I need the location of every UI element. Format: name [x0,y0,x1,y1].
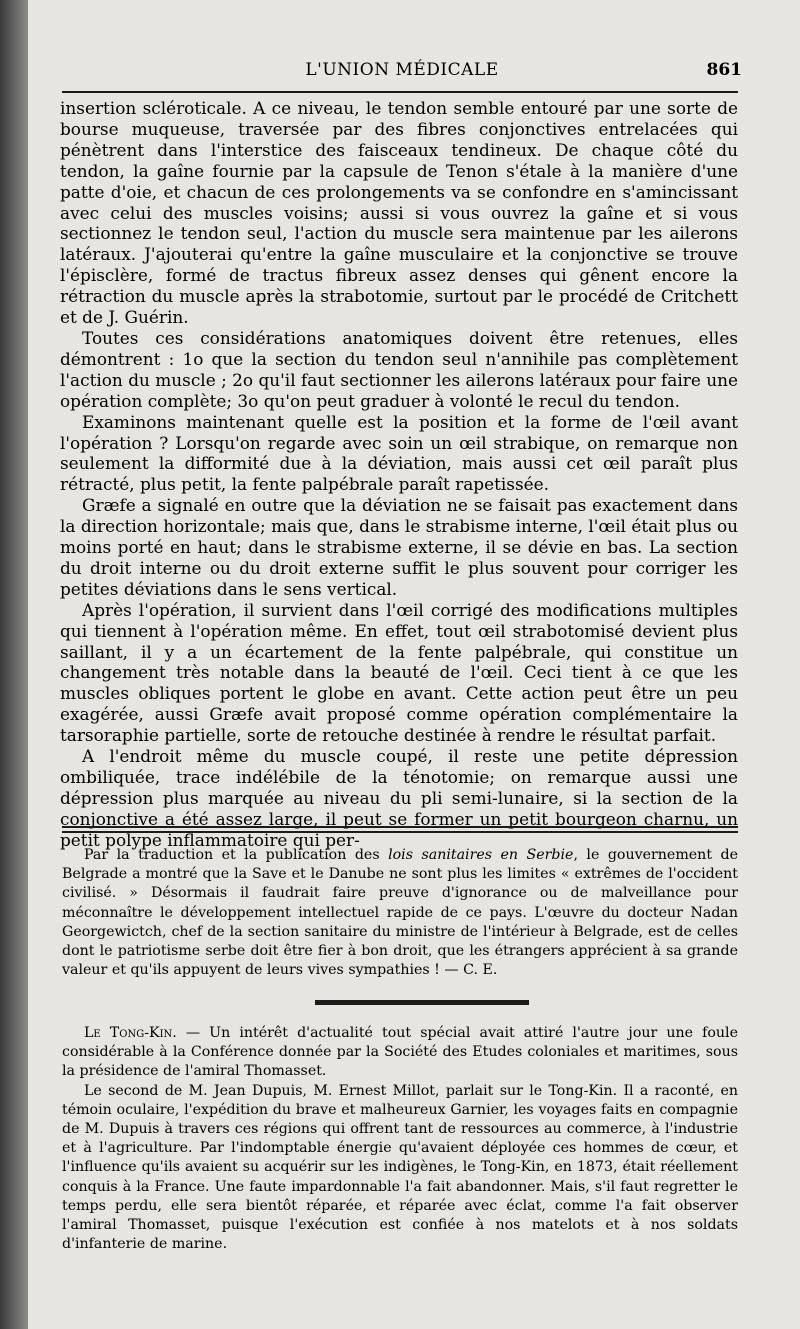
paragraph: Græfe a signalé en outre que la déviation ne se faisait pas exactement dans la direction horizontale; mais que, dans le strabisme interne, l'œil était plus ou moins porté en haut; dans le strabisme externe, il se dévie en bas. La section du droit interne ou du droit externe suffit le plus souvent pour corriger les petites déviations dans le sens vertical. [60,495,738,599]
note-italic-title: lois sanitaires en Serbie [388,847,574,863]
page-header [62,58,742,86]
header-rule [62,91,738,93]
section-divider-rule [62,826,738,828]
section-heading: Le Tong-Kin. [84,1025,177,1041]
paragraph: Examinons maintenant quelle est la position et la forme de l'œil avant l'opération ? Lorsqu'on regarde avec soin un œil strabique, on remarque non seulement la difformité due à la déviation, mais aussi cet œil paraît plus rétracté, plus petit, la fente palpébrale paraît rapetissée. [60,411,738,495]
main-text [60,98,738,851]
news-notes [62,846,738,980]
note-text: — Un intérêt d'actualité tout spécial avait attiré l'autre jour une foule considérable à la Conférence donnée par la Société des Etudes coloniales et maritimes, sous la présidence de l'amiral Thomasset. [62,1025,738,1080]
note-text: Par la traduction et la publication des [84,847,389,863]
note-text: , le gouvernement de Belgrade a montré que la Save et le Danube ne sont plus les limites « extrêmes de l'occident civilisé. » Désormais il faudrait faire preuve d'ignorance ou de malveillance pour méconnaître le développement intellectuel rapide de ce pays. L'œuvre du docteur Nadan Georgewictch, chef de la section sanitaire du ministre de l'intérieur à Belgrade, est de celles dont le patriotisme serbe doit être fier à bon droit, que les étrangers apprécient à sa grande valeur et qu'ils appuyent de leurs vives sympathies ! — C. E. [62,847,738,979]
paragraph: Après l'opération, il survient dans l'œil corrigé des modifications multiples qui tiennent à l'opération même. En effet, tout œil strabotomisé devient plus saillant, il y a un écartement de la fente palpébrale, qui constitue un changement très notable dans la beauté de l'œil. Ceci tient à ce que les muscles obliques portent le globe en avant. Cette action peut être un peu exagérée, aussi Græfe avait proposé comme opération complémentaire la tarsoraphie partielle, sorte de retouche destinée à rendre le résultat parfait. [60,599,738,746]
center-divider [315,1000,529,1005]
tongkin-section [62,1024,738,1254]
running-title: L'UNION MÉDICALE [305,60,499,80]
page-number: 861 [706,60,742,80]
book-binding-edge [0,0,28,1329]
paragraph: insertion scléroticale. A ce niveau, le tendon semble entouré par une sorte de bourse muqueuse, traversée par des fibres conjonctives entrelacées qui pénètrent dans l'interstice des faisceaux tendineux. De chaque côté du tendon, la gaîne fournie par la capsule de Tenon s'étale à la manière d'une patte d'oie, et chacun de ces prolongements va se confondre en s'amincissant avec celui des muscles voisins; aussi si vous ouvrez la gaîne et si vous sectionnez le tendon seul, l'action du muscle sera maintenue par les ailerons latéraux. J'ajouterai qu'entre la gaîne musculaire et la conjonctive se trouve l'épisclère, formé de tractus fibreux assez denses qui gênent encore la rétraction du muscle après la strabotomie, surtout par le procédé de Critchett et de J. Guérin. [60,98,738,328]
note-paragraph [62,1024,738,1082]
note-paragraph [62,846,738,980]
section-divider-rule [62,831,738,833]
paragraph: A l'endroit même du muscle coupé, il reste une petite dépression ombiliquée, trace indélébile de la ténotomie; on remarque aussi une dépression plus marquée au niveau du pli semi-lunaire, si la section de la conjonctive a été assez large, il peut se former un petit bourgeon charnu, un petit polype inflammatoire qui per- [60,746,738,850]
paragraph: Toutes ces considérations anatomiques doivent être retenues, elles démontrent : 1o que la section du tendon seul n'annihile pas complètement l'action du muscle ; 2o qu'il faut sectionner les ailerons latéraux pour faire une opération complète; 3o qu'on peut graduer à volonté le recul du tendon. [60,327,738,411]
note-paragraph: Le second de M. Jean Dupuis, M. Ernest Millot, parlait sur le Tong-Kin. Il a raconté, en témoin oculaire, l'expédition du brave et malheureux Garnier, les voyages faits en compagnie de M. Dupuis à travers ces régions qui offrent tant de ressources au commerce, à l'industrie et à l'agriculture. Par l'indomptable énergie qu'avaient déployée ces hommes de cœur, et l'influence qu'ils avaient su acquérir sur les indigènes, le Tong-Kin, en 1873, était réellement conquis à la France. Une faute impardonnable l'a fait abandonner. Mais, s'il faut regretter le temps perdu, elle sera bientôt réparée, et réparée avec éclat, comme l'a fait observer l'amiral Thomasset, puisque l'exécution est confiée à nos matelots et à nos soldats d'infanterie de marine. [62,1082,738,1253]
